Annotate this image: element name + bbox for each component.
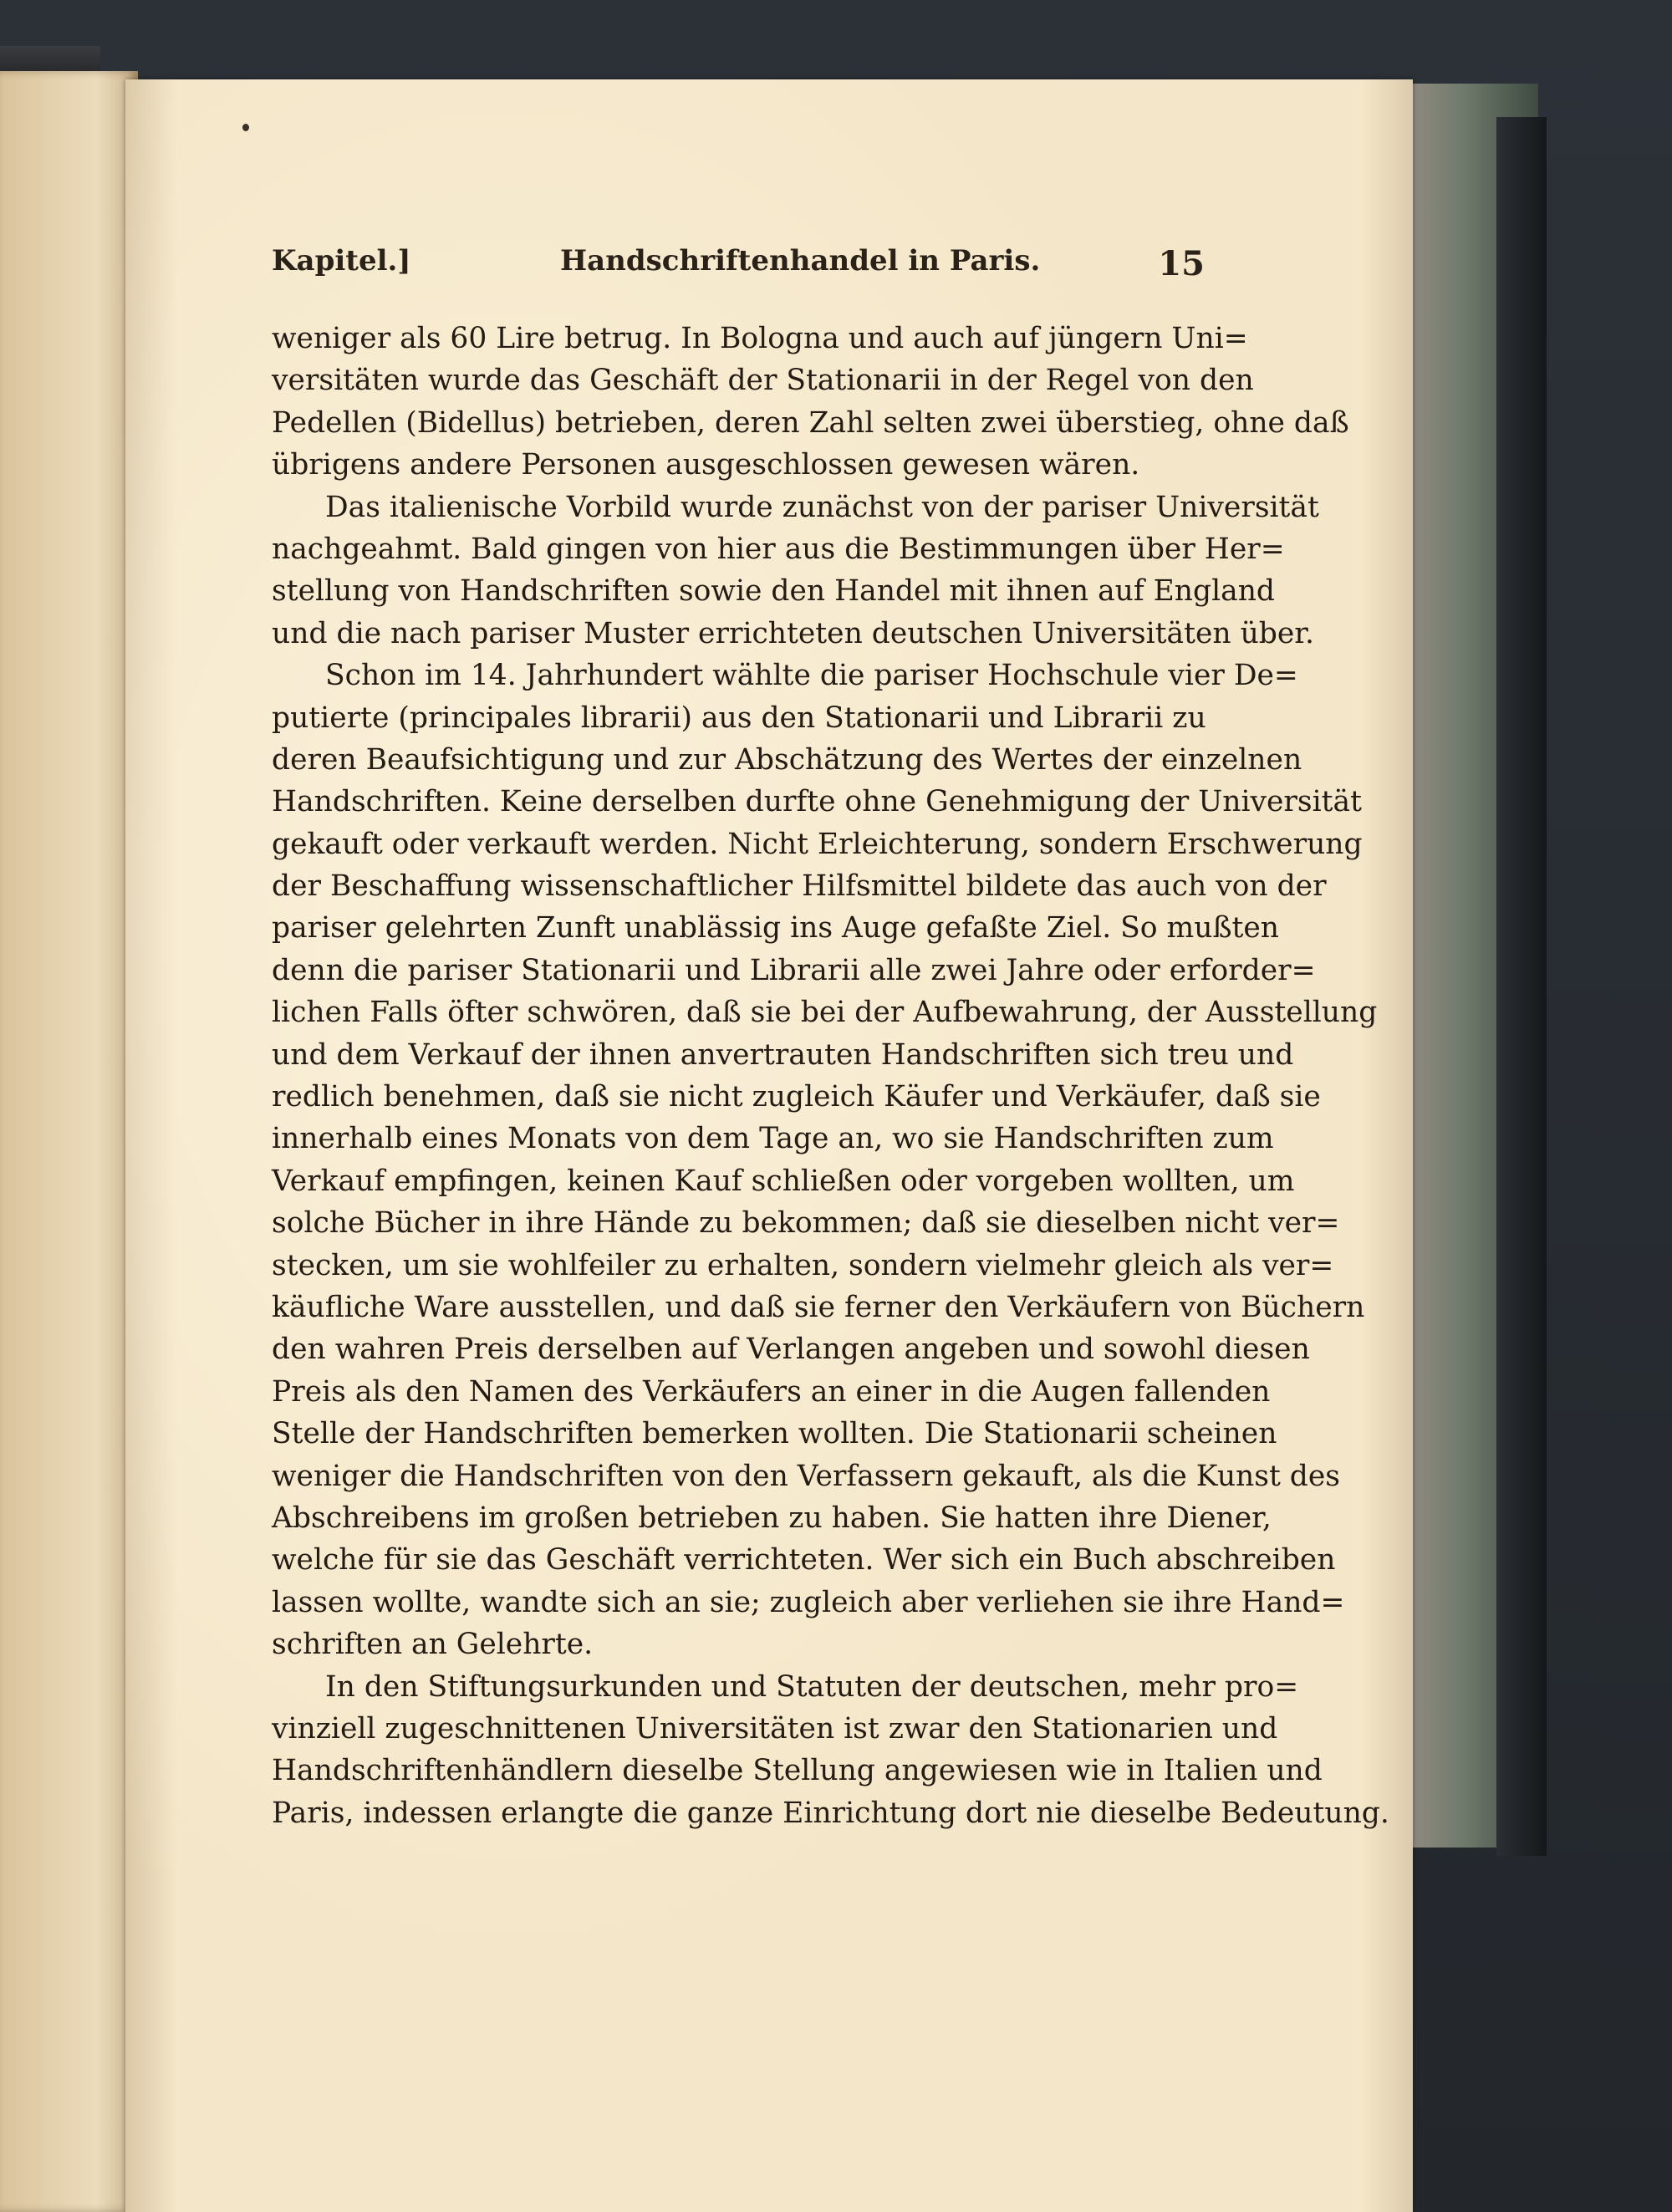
text-line: innerhalb eines Monats von dem Tage an, wo sie Handschriften zum (272, 1122, 1274, 1156)
text-line: Verkauf empfingen, keinen Kauf schließen oder vorgeben wollten, um (272, 1164, 1295, 1198)
text-line: pariser gelehrten Zunft unablässig ins Auge gefaßte Ziel. So mußten (272, 911, 1279, 945)
ink-spot (242, 124, 249, 131)
text-line: übrigens andere Personen ausgeschlossen gewesen wären. (272, 448, 1140, 482)
text-line: denn die pariser Stationarii und Librarii alle zwei Jahre oder erforder= (272, 953, 1316, 987)
header-title: Handschriftenhandel in Paris. (560, 244, 1041, 278)
text-line: und die nach pariser Muster errichteten deutschen Universitäten über. (272, 616, 1314, 650)
text-line: In den Stiftungsurkunden und Statuten der deutschen, mehr pro= (325, 1669, 1299, 1704)
text-line: stellung von Handschriften sowie den Handel mit ihnen auf England (272, 574, 1276, 609)
text-line: versitäten wurde das Geschäft der Stationarii in der Regel von den (272, 364, 1254, 398)
text-line: Pedellen (Bidellus) betrieben, deren Zahl selten zwei überstieg, ohne daß (272, 405, 1349, 440)
text-line: schriften an Gelehrte. (272, 1628, 594, 1662)
text-line: gekauft oder verkauft werden. Nicht Erleichterung, sondern Erschwerung (272, 827, 1363, 861)
text-line: solche Bücher in ihre Hände zu bekommen; daß sie dieselben nicht ver= (272, 1206, 1340, 1241)
text-line: lassen wollte, wandte sich an sie; zugleich aber verliehen sie ihre Hand= (272, 1585, 1345, 1619)
right-book-cover (1496, 117, 1547, 1856)
text-line: Schon im 14. Jahrhundert wählte die pariser Hochschule vier De= (325, 659, 1298, 693)
text-line: der Beschaffung wissenschaftlicher Hilfsmittel bildete das auch von der (272, 869, 1327, 904)
text-line: käufliche Ware ausstellen, und daß sie ferner den Verkäufern von Büchern (272, 1290, 1365, 1324)
text-line: Paris, indessen erlangte die ganze Einrichtung dort nie dieselbe Bedeutung. (272, 1796, 1389, 1830)
text-line: Das italienische Vorbild wurde zunächst von der pariser Universität (325, 490, 1319, 524)
text-line: redlich benehmen, daß sie nicht zugleich Käufer und Verkäufer, daß sie (272, 1080, 1321, 1114)
text-line: deren Beaufsichtigung und zur Abschätzung des Wertes der einzelnen (272, 742, 1302, 777)
header-chapter: Kapitel.] (272, 244, 411, 278)
text-line: welche für sie das Geschäft verrichteten. Wer sich ein Buch abschreiben (272, 1543, 1336, 1577)
text-line: weniger die Handschriften von den Verfassern gekauft, als die Kunst des (272, 1459, 1340, 1493)
text-line: den wahren Preis derselben auf Verlangen angeben und sowohl diesen (272, 1333, 1310, 1367)
text-line: und dem Verkauf der ihnen anvertrauten Handschriften sich treu und (272, 1037, 1294, 1072)
text-line: putierte (principales librarii) aus den Stationarii und Librarii zu (272, 701, 1206, 735)
text-line: stecken, um sie wohlfeiler zu erhalten, sondern vielmehr gleich als ver= (272, 1248, 1334, 1282)
text-line: vinziell zugeschnittenen Universitäten ist zwar den Stationarien und (272, 1711, 1278, 1746)
running-header (272, 244, 1205, 294)
text-line: Abschreibens im großen betrieben zu haben. Sie hatten ihre Diener, (272, 1501, 1272, 1535)
text-line: Stelle der Handschriften bemerken wollten. Die Stationarii scheinen (272, 1417, 1277, 1451)
text-line: nachgeahmt. Bald gingen von hier aus die Bestimmungen über Her= (272, 532, 1285, 566)
page-number: 15 (1158, 244, 1205, 283)
text-line: Handschriftenhändlern dieselbe Stellung angewiesen wie in Italien und (272, 1754, 1323, 1788)
body-text (272, 318, 1389, 1834)
left-page-edge (0, 71, 138, 2212)
text-line: Handschriften. Keine derselben durfte ohne Genehmigung der Universität (272, 785, 1362, 819)
text-line: lichen Falls öfter schwören, daß sie bei der Aufbewahrung, der Ausstellung (272, 996, 1378, 1030)
text-line: weniger als 60 Lire betrug. In Bologna und auch auf jüngern Uni= (272, 322, 1248, 355)
text-line: Preis als den Namen des Verkäufers an einer in die Augen fallenden (272, 1374, 1271, 1409)
